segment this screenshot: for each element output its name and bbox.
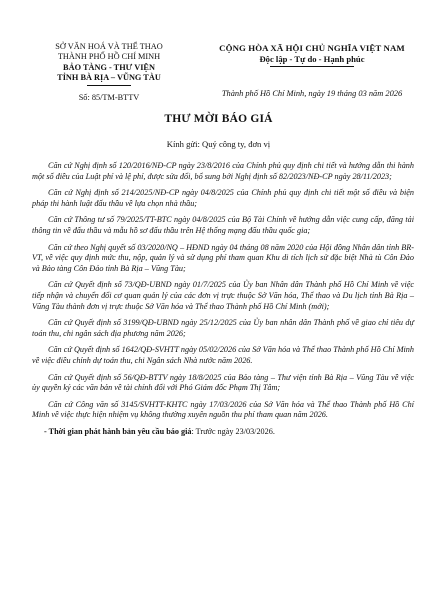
agency-underline bbox=[87, 85, 131, 86]
legal-basis-paragraph: Căn cứ Nghị định số 120/2016/NĐ-CP ngày 23/8/2016 của Chính phủ quy định chi tiết và hướng dẫn thi hành một số điều của Luật phí và lệ phí, được sửa đổi, bổ sung bởi Nghị định số 82/2023/NĐ-CP ngày 28/11/2023; bbox=[32, 161, 414, 181]
legal-basis-paragraph: Căn cứ Thông tư số 79/2025/TT-BTC ngày 04/8/2025 của Bộ Tài Chính về hướng dẫn việc cung cấp, đăng tải thông tin về đấu thầu và mẫu hồ sơ đấu thầu trên Hệ thống mạng đấu thầu quốc gia; bbox=[32, 215, 414, 235]
place-and-date: Thành phố Hồ Chí Minh, ngày 19 tháng 03 năm 2026 bbox=[221, 89, 403, 98]
issuance-deadline-line bbox=[32, 427, 414, 438]
issuing-agency-block bbox=[34, 42, 184, 103]
agency-line-3: BẢO TÀNG - THƯ VIỆN bbox=[63, 62, 155, 72]
document-title: THƯ MỜI BÁO GIÁ bbox=[164, 113, 273, 125]
national-motto: Độc lập - Tự do - Hạnh phúc bbox=[259, 54, 365, 64]
legal-basis-paragraph: Căn cứ theo Nghị quyết số 03/2020/NQ – HĐND ngày 04 tháng 08 năm 2020 của Hội đồng Nhân dân tỉnh BR- VT, về việc quy định mức thu, nộp, quản lý và sử dụng phí tham quan Khu di tích lịch sử đặc biệt Nhà tù Côn Đảo và Bảo tàng Côn Đảo tỉnh Bà Rịa – Vũng Tàu; bbox=[32, 242, 414, 273]
legal-basis-paragraph: Căn cứ Công văn số 3145/SVHTT-KHTC ngày 17/03/2026 của Sở Văn hóa và Thể thao Thành phố Hồ Chí Minh về việc thực hiện nhiệm vụ không thường xuyên nguồn thu phí tham quan năm 2026. bbox=[32, 399, 414, 420]
agency-line-1: SỞ VĂN HOÁ VÀ THỂ THAO bbox=[55, 42, 163, 51]
motto-underline bbox=[270, 66, 354, 67]
legal-basis-paragraph: Căn cứ Quyết định số 1642/QĐ-SVHTT ngày 05/02/2026 của Sở Văn hóa và Thể thao Thành phố Hồ Chí Minh về việc điều chỉnh dự toán thu, chi Ngân sách Nhà nước năm 2026. bbox=[32, 345, 414, 365]
document-body bbox=[32, 161, 414, 446]
national-motto-block bbox=[200, 43, 424, 67]
agency-line-2: THÀNH PHỐ HỒ CHÍ MINH bbox=[57, 52, 161, 62]
recipient-line: Kính gửi: Quý công ty, đơn vị bbox=[166, 139, 271, 149]
national-title: CỘNG HÒA XÃ HỘI CHỦ NGHĨA VIỆT NAM bbox=[219, 43, 405, 53]
deadline-value: : Trước ngày 23/03/2026. bbox=[191, 426, 275, 436]
legal-basis-paragraph: Căn cứ Quyết định số 73/QĐ-UBND ngày 01/7/2025 của Ủy ban Nhân dân Thành phố Hồ Chí Minh về việc tiếp nhận và chuyển đổi cơ quan quản lý của các đơn vị trực thuộc Sở Văn hóa, Thể thao và Du lịch tỉnh Bà Rịa – Vũng Tàu thành đơn vị trực thuộc Sở Văn hóa và Thể thao Thành phố Hồ Chí Minh (mới); bbox=[32, 280, 414, 311]
legal-basis-paragraph: Căn cứ Quyết định số 56/QĐ-BTTV ngày 18/8/2025 của Bảo tàng – Thư viện tỉnh Bà Rịa – Vũng Tàu về việc ủy quyền ký các văn bản về tài chính đối với Phó Giám đốc Phạm Thị Tâm; bbox=[32, 372, 414, 393]
legal-basis-paragraph: Căn cứ Quyết định số 3199/QĐ-UBND ngày 25/12/2025 của Ủy ban nhân dân Thành phố về giao chỉ tiêu dự toán thu, chi ngân sách địa phương năm 2026; bbox=[32, 318, 414, 338]
agency-line-4: TỈNH BÀ RỊA – VŨNG TÀU bbox=[57, 73, 161, 83]
legal-basis-paragraph: Căn cứ Nghị định số 214/2025/NĐ-CP ngày 04/8/2025 của Chính phủ quy định chi tiết một số điều và biện pháp thi hành luật đấu thầu về lựa chọn nhà thầu; bbox=[32, 188, 414, 208]
deadline-label: - Thời gian phát hành bản yêu cầu báo giá bbox=[44, 426, 192, 436]
document-number: Số: 85/TM-BTTV bbox=[78, 92, 140, 102]
